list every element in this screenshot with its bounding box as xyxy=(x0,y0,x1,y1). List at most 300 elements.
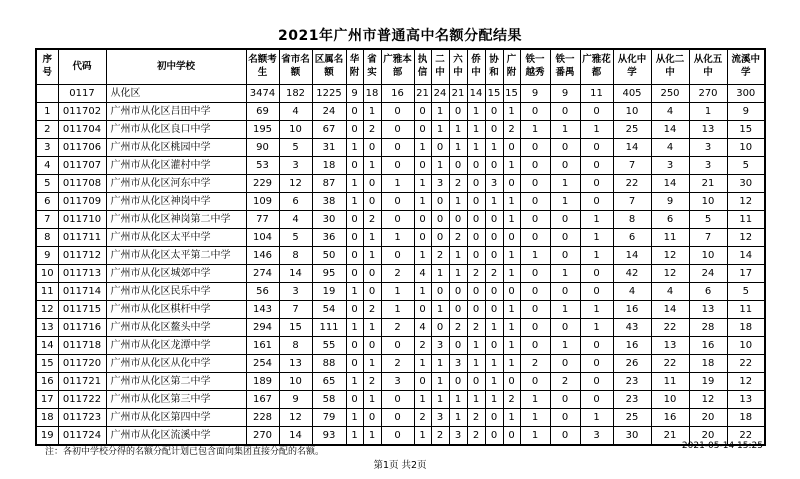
value-cell: 2 xyxy=(449,319,467,337)
seq-cell: 12 xyxy=(36,301,58,319)
value-cell: 12 xyxy=(279,175,312,193)
value-cell: 5 xyxy=(279,139,312,157)
value-cell: 0 xyxy=(449,103,467,121)
school-name-cell: 广州市从化区吕田中学 xyxy=(106,103,246,121)
value-cell: 16 xyxy=(689,337,727,355)
value-cell: 10 xyxy=(279,121,312,139)
value-cell: 2 xyxy=(449,175,467,193)
value-cell: 8 xyxy=(279,247,312,265)
value-cell: 0 xyxy=(431,139,449,157)
value-cell: 0 xyxy=(346,121,363,139)
seq-cell: 17 xyxy=(36,391,58,409)
value-cell: 4 xyxy=(279,103,312,121)
value-cell: 0 xyxy=(414,373,431,391)
value-cell: 0 xyxy=(580,175,613,193)
school-name-cell: 广州市从化区鳌头中学 xyxy=(106,319,246,337)
value-cell: 3 xyxy=(689,157,727,175)
value-cell: 228 xyxy=(246,409,279,427)
value-cell: 0 xyxy=(467,301,485,319)
value-cell: 0 xyxy=(550,211,580,229)
value-cell: 3 xyxy=(485,175,503,193)
value-cell: 0 xyxy=(449,283,467,301)
value-cell: 1 xyxy=(520,121,550,139)
value-cell: 0 xyxy=(485,409,503,427)
value-cell: 28 xyxy=(689,319,727,337)
value-cell: 19 xyxy=(312,283,346,301)
school-name-cell: 广州市从化区民乐中学 xyxy=(106,283,246,301)
value-cell: 3 xyxy=(431,175,449,193)
school-row xyxy=(36,337,765,355)
value-cell: 1 xyxy=(467,355,485,373)
value-cell: 3 xyxy=(689,139,727,157)
value-cell: 10 xyxy=(727,337,765,355)
value-cell: 10 xyxy=(279,373,312,391)
value-cell: 1 xyxy=(381,301,414,319)
value-cell: 0 xyxy=(503,229,520,247)
value-cell: 104 xyxy=(246,229,279,247)
value-cell: 405 xyxy=(613,85,651,103)
value-cell: 1 xyxy=(503,355,520,373)
value-cell: 31 xyxy=(312,139,346,157)
code-cell: 011716 xyxy=(58,319,106,337)
value-cell: 0 xyxy=(580,391,613,409)
column-header: 区属名额 xyxy=(312,49,346,85)
value-cell: 20 xyxy=(689,427,727,446)
value-cell: 14 xyxy=(651,175,689,193)
value-cell: 14 xyxy=(727,247,765,265)
value-cell: 50 xyxy=(312,247,346,265)
value-cell: 6 xyxy=(651,211,689,229)
quota-table xyxy=(35,48,766,446)
school-row xyxy=(36,175,765,193)
value-cell: 0 xyxy=(485,427,503,446)
seq-cell: 13 xyxy=(36,319,58,337)
school-name-cell: 广州市从化区太平中学 xyxy=(106,229,246,247)
code-cell: 0117 xyxy=(58,85,106,103)
value-cell: 18 xyxy=(727,319,765,337)
value-cell: 1 xyxy=(520,409,550,427)
value-cell: 1 xyxy=(346,409,363,427)
value-cell: 3 xyxy=(381,373,414,391)
value-cell: 24 xyxy=(312,103,346,121)
value-cell: 1 xyxy=(503,211,520,229)
seq-cell: 11 xyxy=(36,283,58,301)
value-cell: 3 xyxy=(431,337,449,355)
value-cell: 143 xyxy=(246,301,279,319)
school-name-cell: 广州市从化区棋杆中学 xyxy=(106,301,246,319)
school-row xyxy=(36,301,765,319)
value-cell: 0 xyxy=(449,337,467,355)
column-header: 广雅本部 xyxy=(381,49,414,85)
code-cell: 011707 xyxy=(58,157,106,175)
code-cell: 011718 xyxy=(58,337,106,355)
value-cell: 8 xyxy=(279,337,312,355)
value-cell: 14 xyxy=(467,85,485,103)
value-cell: 0 xyxy=(520,139,550,157)
value-cell: 0 xyxy=(550,355,580,373)
value-cell: 0 xyxy=(485,229,503,247)
value-cell: 38 xyxy=(312,193,346,211)
value-cell: 0 xyxy=(449,157,467,175)
value-cell: 1 xyxy=(431,355,449,373)
value-cell: 22 xyxy=(613,175,651,193)
value-cell: 0 xyxy=(520,211,550,229)
value-cell: 0 xyxy=(520,283,550,301)
value-cell: 0 xyxy=(431,211,449,229)
value-cell: 2 xyxy=(381,319,414,337)
value-cell: 69 xyxy=(246,103,279,121)
value-cell: 229 xyxy=(246,175,279,193)
value-cell: 0 xyxy=(580,193,613,211)
school-row xyxy=(36,103,765,121)
value-cell: 16 xyxy=(613,337,651,355)
value-cell: 4 xyxy=(279,211,312,229)
value-cell: 5 xyxy=(689,211,727,229)
value-cell: 0 xyxy=(550,103,580,121)
value-cell: 1225 xyxy=(312,85,346,103)
school-row xyxy=(36,319,765,337)
value-cell: 1 xyxy=(467,337,485,355)
value-cell: 1 xyxy=(346,175,363,193)
value-cell: 0 xyxy=(580,355,613,373)
value-cell: 0 xyxy=(414,121,431,139)
value-cell: 15 xyxy=(279,319,312,337)
value-cell: 21 xyxy=(414,85,431,103)
value-cell: 18 xyxy=(689,355,727,373)
value-cell: 0 xyxy=(363,175,381,193)
school-name-cell: 广州市从化区城郊中学 xyxy=(106,265,246,283)
value-cell: 0 xyxy=(467,157,485,175)
value-cell: 1 xyxy=(363,247,381,265)
value-cell: 111 xyxy=(312,319,346,337)
value-cell: 0 xyxy=(520,265,550,283)
value-cell: 4 xyxy=(414,319,431,337)
school-name-cell: 广州市从化区神岗第二中学 xyxy=(106,211,246,229)
value-cell: 0 xyxy=(520,337,550,355)
value-cell: 24 xyxy=(689,265,727,283)
value-cell: 0 xyxy=(485,301,503,319)
school-name-cell: 广州市从化区河东中学 xyxy=(106,175,246,193)
value-cell: 1 xyxy=(449,391,467,409)
school-row xyxy=(36,355,765,373)
value-cell: 1 xyxy=(414,139,431,157)
value-cell: 18 xyxy=(727,409,765,427)
seq-cell: 5 xyxy=(36,175,58,193)
value-cell: 1 xyxy=(503,409,520,427)
value-cell: 9 xyxy=(651,193,689,211)
value-cell: 12 xyxy=(727,373,765,391)
value-cell: 12 xyxy=(727,193,765,211)
value-cell: 0 xyxy=(346,265,363,283)
value-cell: 22 xyxy=(727,355,765,373)
code-cell: 011722 xyxy=(58,391,106,409)
value-cell: 1 xyxy=(580,121,613,139)
value-cell: 4 xyxy=(651,139,689,157)
value-cell: 36 xyxy=(312,229,346,247)
column-header: 流溪中学 xyxy=(727,49,765,85)
value-cell: 161 xyxy=(246,337,279,355)
code-cell: 011706 xyxy=(58,139,106,157)
value-cell: 0 xyxy=(520,301,550,319)
code-cell: 011724 xyxy=(58,427,106,446)
school-name-cell: 广州市从化区太平第二中学 xyxy=(106,247,246,265)
footnote: 注：各初中学校分得的名额分配计划已包含面向集团直接分配的名额。 xyxy=(45,447,325,457)
value-cell: 0 xyxy=(414,211,431,229)
value-cell: 10 xyxy=(689,193,727,211)
column-header: 初中学校 xyxy=(106,49,246,85)
value-cell: 43 xyxy=(613,319,651,337)
seq-cell: 6 xyxy=(36,193,58,211)
value-cell: 2 xyxy=(520,355,550,373)
value-cell: 12 xyxy=(279,409,312,427)
value-cell: 1 xyxy=(431,265,449,283)
value-cell: 1 xyxy=(363,319,381,337)
value-cell: 0 xyxy=(485,121,503,139)
value-cell: 0 xyxy=(520,193,550,211)
value-cell: 1 xyxy=(449,265,467,283)
value-cell: 1 xyxy=(580,301,613,319)
value-cell: 1 xyxy=(503,301,520,319)
value-cell: 1 xyxy=(580,229,613,247)
school-name-cell: 广州市从化区第二中学 xyxy=(106,373,246,391)
value-cell: 1 xyxy=(689,103,727,121)
value-cell: 0 xyxy=(580,265,613,283)
value-cell: 1 xyxy=(485,193,503,211)
school-row xyxy=(36,409,765,427)
district-total-row xyxy=(36,85,765,103)
value-cell: 3 xyxy=(449,355,467,373)
value-cell: 0 xyxy=(346,103,363,121)
value-cell: 0 xyxy=(467,175,485,193)
value-cell: 1 xyxy=(485,391,503,409)
value-cell: 1 xyxy=(580,247,613,265)
seq-cell: 2 xyxy=(36,121,58,139)
value-cell: 1 xyxy=(550,121,580,139)
value-cell: 1 xyxy=(520,247,550,265)
value-cell: 300 xyxy=(727,85,765,103)
value-cell: 10 xyxy=(727,139,765,157)
value-cell: 14 xyxy=(651,301,689,319)
value-cell: 0 xyxy=(414,103,431,121)
value-cell: 20 xyxy=(689,409,727,427)
value-cell: 1 xyxy=(414,427,431,446)
print-timestamp: 2021-05-14 15:25 xyxy=(681,441,763,451)
value-cell: 0 xyxy=(449,211,467,229)
value-cell: 7 xyxy=(689,229,727,247)
value-cell: 14 xyxy=(279,427,312,446)
value-cell: 250 xyxy=(651,85,689,103)
value-cell: 93 xyxy=(312,427,346,446)
value-cell: 2 xyxy=(381,355,414,373)
value-cell: 0 xyxy=(346,247,363,265)
value-cell: 0 xyxy=(431,193,449,211)
value-cell: 2 xyxy=(431,247,449,265)
value-cell: 11 xyxy=(727,211,765,229)
value-cell: 9 xyxy=(279,391,312,409)
school-row xyxy=(36,391,765,409)
value-cell: 1 xyxy=(431,373,449,391)
value-cell: 1 xyxy=(503,247,520,265)
value-cell: 0 xyxy=(485,283,503,301)
value-cell: 1 xyxy=(414,391,431,409)
school-name-cell: 广州市从化区第四中学 xyxy=(106,409,246,427)
value-cell: 0 xyxy=(550,229,580,247)
column-header: 铁一番禺 xyxy=(550,49,580,85)
value-cell: 0 xyxy=(363,265,381,283)
value-cell: 26 xyxy=(613,355,651,373)
value-cell: 270 xyxy=(689,85,727,103)
school-name-cell: 广州市从化区神岗中学 xyxy=(106,193,246,211)
value-cell: 1 xyxy=(346,427,363,446)
value-cell: 13 xyxy=(651,337,689,355)
value-cell: 1 xyxy=(485,355,503,373)
value-cell: 2 xyxy=(449,229,467,247)
value-cell: 2 xyxy=(431,427,449,446)
value-cell: 1 xyxy=(467,391,485,409)
value-cell: 2 xyxy=(503,121,520,139)
value-cell: 21 xyxy=(651,427,689,446)
value-cell: 0 xyxy=(381,193,414,211)
value-cell: 0 xyxy=(381,103,414,121)
value-cell: 0 xyxy=(381,409,414,427)
code-cell: 011702 xyxy=(58,103,106,121)
value-cell: 0 xyxy=(550,247,580,265)
value-cell: 6 xyxy=(613,229,651,247)
value-cell: 42 xyxy=(613,265,651,283)
value-cell: 182 xyxy=(279,85,312,103)
school-row xyxy=(36,157,765,175)
value-cell: 1 xyxy=(449,139,467,157)
value-cell: 0 xyxy=(346,301,363,319)
value-cell: 0 xyxy=(381,337,414,355)
value-cell: 2 xyxy=(363,121,381,139)
school-name-cell: 广州市从化区龙潭中学 xyxy=(106,337,246,355)
value-cell: 8 xyxy=(613,211,651,229)
value-cell: 1 xyxy=(449,193,467,211)
value-cell: 30 xyxy=(727,175,765,193)
column-header: 广雅花都 xyxy=(580,49,613,85)
value-cell: 2 xyxy=(550,373,580,391)
value-cell: 1 xyxy=(485,373,503,391)
value-cell: 13 xyxy=(689,301,727,319)
value-cell: 1 xyxy=(550,301,580,319)
value-cell: 19 xyxy=(689,373,727,391)
value-cell: 0 xyxy=(467,229,485,247)
value-cell: 1 xyxy=(520,391,550,409)
value-cell: 16 xyxy=(651,409,689,427)
value-cell: 189 xyxy=(246,373,279,391)
code-cell: 011721 xyxy=(58,373,106,391)
table-header-row xyxy=(36,49,765,85)
seq-cell: 15 xyxy=(36,355,58,373)
seq-cell: 7 xyxy=(36,211,58,229)
value-cell: 0 xyxy=(381,391,414,409)
code-cell: 011714 xyxy=(58,283,106,301)
value-cell: 2 xyxy=(414,409,431,427)
value-cell: 10 xyxy=(651,391,689,409)
value-cell: 0 xyxy=(550,391,580,409)
school-row xyxy=(36,139,765,157)
value-cell: 9 xyxy=(520,85,550,103)
value-cell: 5 xyxy=(279,229,312,247)
value-cell: 4 xyxy=(414,265,431,283)
column-header: 六中 xyxy=(449,49,467,85)
column-header: 侨中 xyxy=(467,49,485,85)
value-cell: 6 xyxy=(279,193,312,211)
value-cell: 18 xyxy=(363,85,381,103)
value-cell: 21 xyxy=(689,175,727,193)
page-title: 2021年广州市普通高中名额分配结果 xyxy=(278,28,522,44)
value-cell: 3 xyxy=(279,157,312,175)
column-header: 从化二中 xyxy=(651,49,689,85)
value-cell: 79 xyxy=(312,409,346,427)
value-cell: 1 xyxy=(346,283,363,301)
value-cell: 23 xyxy=(613,391,651,409)
school-row xyxy=(36,265,765,283)
value-cell: 67 xyxy=(312,121,346,139)
value-cell: 0 xyxy=(503,175,520,193)
value-cell: 0 xyxy=(550,283,580,301)
value-cell: 0 xyxy=(580,103,613,121)
value-cell: 1 xyxy=(580,211,613,229)
code-cell: 011708 xyxy=(58,175,106,193)
value-cell: 0 xyxy=(346,229,363,247)
value-cell: 0 xyxy=(346,355,363,373)
school-name-cell: 广州市从化区灌村中学 xyxy=(106,157,246,175)
code-cell: 011710 xyxy=(58,211,106,229)
value-cell: 0 xyxy=(467,211,485,229)
value-cell: 10 xyxy=(613,103,651,121)
column-header: 从化五中 xyxy=(689,49,727,85)
school-name-cell: 广州市从化区从化中学 xyxy=(106,355,246,373)
value-cell: 0 xyxy=(381,121,414,139)
column-header: 广附 xyxy=(503,49,520,85)
school-name-cell: 广州市从化区第三中学 xyxy=(106,391,246,409)
value-cell: 1 xyxy=(503,265,520,283)
value-cell: 0 xyxy=(485,103,503,121)
value-cell: 1 xyxy=(467,103,485,121)
value-cell: 0 xyxy=(520,157,550,175)
value-cell: 0 xyxy=(485,211,503,229)
value-cell: 15 xyxy=(503,85,520,103)
value-cell: 1 xyxy=(431,391,449,409)
school-name-cell: 广州市从化区桃园中学 xyxy=(106,139,246,157)
value-cell: 1 xyxy=(346,193,363,211)
value-cell: 23 xyxy=(613,373,651,391)
school-row xyxy=(36,247,765,265)
value-cell: 13 xyxy=(279,355,312,373)
value-cell: 2 xyxy=(485,265,503,283)
value-cell: 1 xyxy=(431,157,449,175)
page-number: 第1页 共2页 xyxy=(373,460,427,471)
seq-cell xyxy=(36,85,58,103)
value-cell: 1 xyxy=(381,283,414,301)
value-cell: 14 xyxy=(613,139,651,157)
value-cell: 0 xyxy=(346,391,363,409)
value-cell: 1 xyxy=(363,427,381,446)
seq-cell: 1 xyxy=(36,103,58,121)
column-header: 代码 xyxy=(58,49,106,85)
column-header: 二中 xyxy=(431,49,449,85)
column-header: 铁一越秀 xyxy=(520,49,550,85)
school-row xyxy=(36,229,765,247)
value-cell: 1 xyxy=(431,121,449,139)
value-cell: 1 xyxy=(580,409,613,427)
value-cell: 18 xyxy=(312,157,346,175)
value-cell: 90 xyxy=(246,139,279,157)
value-cell: 1 xyxy=(550,193,580,211)
value-cell: 1 xyxy=(485,319,503,337)
